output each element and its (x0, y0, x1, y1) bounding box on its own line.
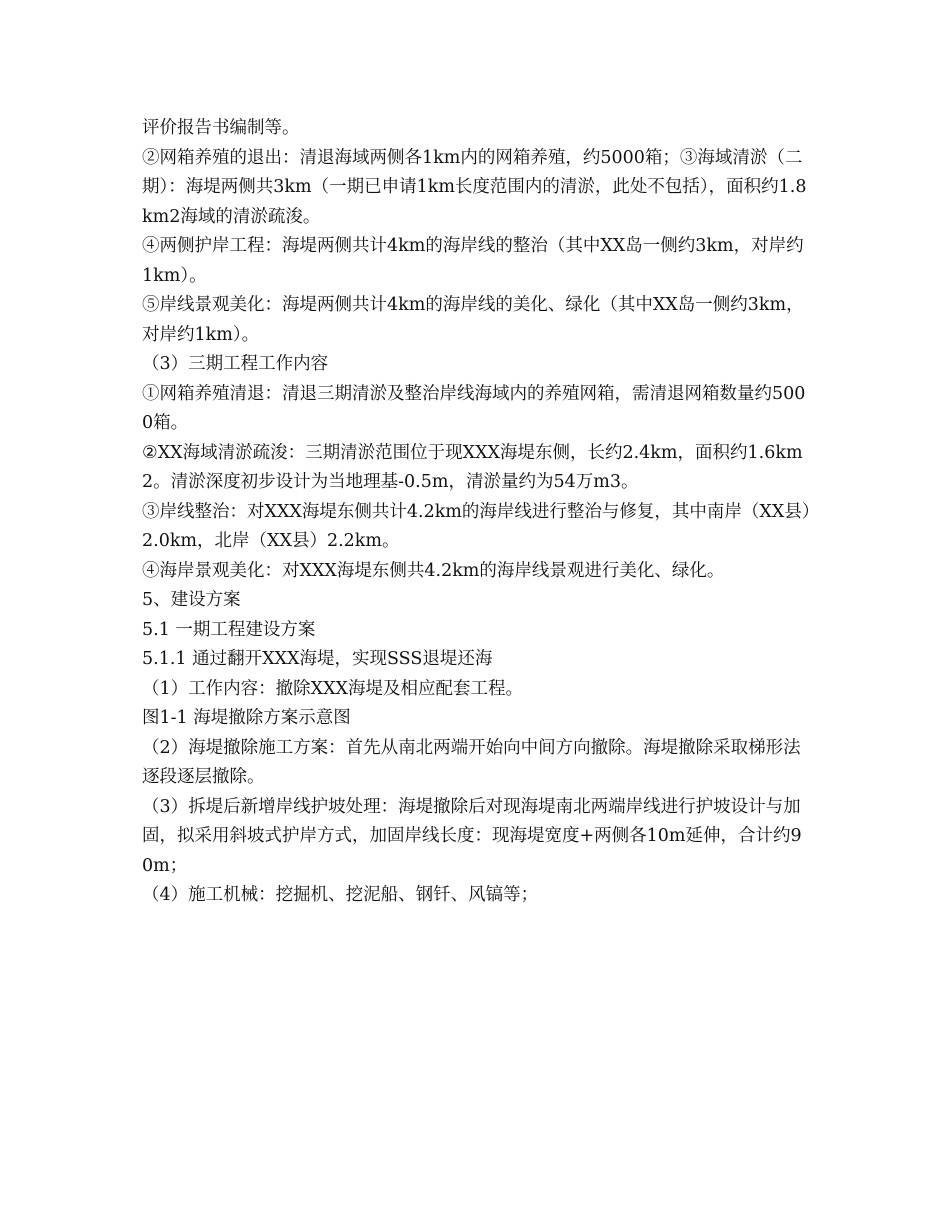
paragraph: （1）工作内容：撤除XXX海堤及相应配套工程。 (142, 678, 524, 699)
paragraph: ④海岸景观美化：对XXX海堤东侧共4.2km的海岸线景观进行美化、绿化。 (142, 560, 725, 581)
section-heading: 5.1 一期工程建设方案 (142, 619, 316, 640)
paragraph: ①网箱养殖清退：清退三期清淤及整治岸线海域内的养殖网箱，需清退网箱数量约5000箱。 (142, 383, 806, 433)
paragraph: （2）海堤撤除施工方案：首先从南北两端开始向中间方向撤除。海堤撤除采取梯形法逐段逐层撤除。 (142, 737, 801, 787)
paragraph: （4）施工机械：挖掘机、挖泥船、钢钎、风镐等； (142, 885, 539, 905)
paragraph: 评价报告书编制等。 (142, 118, 300, 138)
paragraph: ③岸线整治：对XXX海堤东侧共计4.2km的海岸线进行整治与修复，其中南岸（XX县）2.0km，北岸（XX县）2.2km。 (142, 501, 811, 551)
section-heading: 5.1.1 通过翻开XXX海堤，实现SSS退堤还海 (142, 649, 493, 669)
paragraph: ②XX海域清淤疏浚：三期清淤范围位于现XXX海堤东侧，长约2.4km，面积约1.6km2。清淤深度初步设计为当地理基-0.5m，清淤量约为54万m3。 (142, 442, 803, 492)
document-body (142, 114, 812, 911)
paragraph: ④两侧护岸工程：海堤两侧共计4km的海岸线的整治（其中XX岛一侧约3km，对岸约1km）。 (142, 236, 804, 286)
figure-caption: 图1-1 海堤撤除方案示意图 (142, 708, 351, 728)
section-heading: （3）三期工程工作内容 (142, 354, 329, 374)
section-heading: 5、建设方案 (142, 590, 241, 610)
paragraph: ②网箱养殖的退出：清退海域两侧各1km内的网箱养殖，约5000箱；③海域清淤（二期）：海堤两侧共3km（一期已申请1km长度范围内的清淤，此处不包括），面积约1.8km2海域的清淤疏浚。 (142, 147, 807, 227)
paragraph: （3）拆堤后新增岸线护坡处理：海堤撤除后对现海堤南北两端岸线进行护坡设计与加固，拟采用斜坡式护岸方式，加固岸线长度：现海堤宽度+两侧各10m延伸，合计约90m； (142, 796, 802, 876)
paragraph: ⑤岸线景观美化：海堤两侧共计4km的海岸线的美化、绿化（其中XX岛一侧约3km，对岸约1km）。 (142, 295, 804, 345)
